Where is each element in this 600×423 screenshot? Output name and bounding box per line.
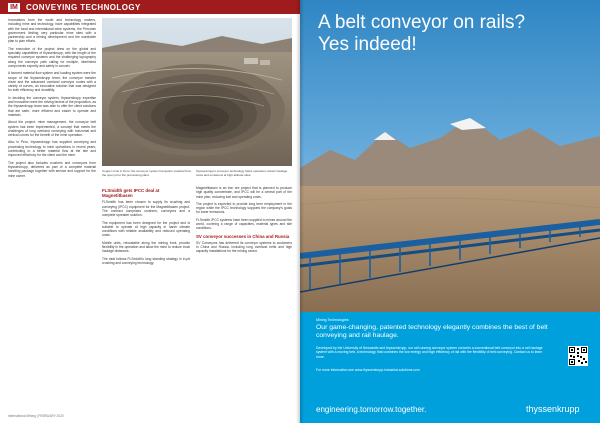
ad-body-text: Developed by the University of Newcastle and thyssenkrupp, our rail running conveyor system converts a conventional belt conveyor into a rail haulage system with a moving belt, a technology that combines the low energy and high efficiency of rail with the flexibility of belt conveying. Contact us to learn more.	[316, 346, 543, 359]
paragraph: The deal follows FLSmidth's long standing strategy in in-pit crushing and conveying technology.	[102, 256, 190, 265]
ad-website-link[interactable]: For more information see www.thyssenkrupp-industrial-solutions.com	[316, 368, 420, 372]
advertisement-page	[300, 0, 600, 423]
ad-headline-line: A belt conveyor on rails?	[318, 12, 526, 33]
ad-info-panel	[300, 312, 600, 423]
ad-headline-line: Yes indeed!	[318, 34, 417, 55]
article-subhead: SV conveyor successes in China and Russia	[196, 233, 290, 239]
paragraph: Innovations from the world and technology makers, including mine and technology, have capabilities integrated with the local and international mine systems, the Peruvian government limiting very particular mine sites with a partnership and a mining development and the worldwide plan to plan efforts.	[8, 18, 96, 44]
paragraph: Magnetitbasen is an iron ore project that is planned to produce high quality concentrate, and IPCC will be a central part of the mine plan, reducing fuel and operating costs.	[196, 186, 292, 199]
article-subhead: FLSmidth gets IPCC deal at Magnetitbasen	[102, 188, 160, 199]
paragraph: In deciding the conveyor system, thyssenkrupp expertise and innovation were the driving factors of the proposition, as the thyssenkrupp team was able to offer the client solutions that are safer, more efficient and easier to operate and maintain.	[8, 95, 96, 117]
qr-code-icon[interactable]	[568, 346, 588, 366]
paragraph: FLSmidth IPCC systems have been supplied to mines around the world, covering a range of capacities, material types and site conditions.	[196, 217, 292, 231]
paragraph: The execution of the project drew on the global and specialty capabilities of thyssenkrupp, with the length of the required conveyor systems and the challenging topography along the conveyor path calling for multiple, interlinked components expertly and safely in concert.	[8, 46, 96, 68]
paragraph: The equipment has been designed for the project and is suitable to operate at high capacity in harsh climate conditions with reliable availability and reduced operating costs.	[102, 220, 190, 238]
paragraph: Also in Peru, thyssenkrupp has supplied conveying and processing technology to mine operations in recent years, contributing to a better material flow at the site and improved efficiency for the client and the mine.	[8, 140, 96, 158]
paragraph: Mobile units, relocatable along the mining front, provide flexibility in the operation and allow the mine to reduce truck haulage distances.	[102, 240, 190, 254]
magazine-logo: IM	[8, 3, 20, 12]
ad-slogan: engineering.tomorrow.together.	[316, 405, 427, 414]
qr-code-graphic	[568, 346, 588, 366]
paragraph: The project also includes crushers and conveyors from thyssenkrupp, delivered as part of a complete material handling package together with service and support for the mine owner.	[8, 160, 96, 178]
photo-caption: thyssenkrupp's conveyor technology helps operators reduce haulage costs and emissions at high altitude sites.	[196, 169, 288, 177]
text-column-3	[196, 186, 292, 410]
ad-kicker: Mining Technologies	[316, 318, 349, 322]
paragraph: A favored material flow system and loading system were the scope of the thyssenkrupp team; the conveyor transfer chute and the advanced overland conveyor routes with a variety of curves, an innovative solution that was designed for both efficiency and durability.	[8, 71, 96, 93]
paragraph: About the project: mine management, the conveyor belt system has been implemented, a concept that meets the challenges of long overland conveying with horizontal and vertical curves for the benefit of the mine operation.	[8, 120, 96, 138]
open-pit-mine-photo	[102, 18, 292, 166]
open-pit-mine-illustration	[102, 18, 292, 166]
paragraph: SV Conveyors has delivered its conveyor systems to customers in China and Russia, including long overland belts and high capacity installations for the mining sector.	[196, 240, 292, 254]
paragraph: FLSmidth has been chosen to supply its crushing and conveying (IPCC) equipment for the Magnetitbasen project. The contract comprises crushers, conveyors and a complete spreader solution.	[102, 200, 190, 218]
section-header	[0, 0, 300, 14]
ad-tagline: Our game-changing, patented technology elegantly combines the best of belt conveying and rail haulage.	[316, 324, 548, 339]
text-column-2	[102, 186, 190, 410]
paragraph: The project is expected to provide long term employment in the region while the IPCC technology supports the company's goals for lower emissions.	[196, 201, 292, 215]
ad-headline	[318, 12, 588, 56]
photo-caption: Copper mine in Peru: the conveyor system transports material from the open pit to the processing plant.	[102, 169, 192, 177]
text-column-1	[8, 18, 96, 410]
thyssenkrupp-logo: thyssenkrupp	[526, 404, 580, 414]
section-title: CONVEYING TECHNOLOGY	[26, 2, 141, 12]
page-footer: International Mining | FEBRUARY 2020	[8, 414, 64, 418]
